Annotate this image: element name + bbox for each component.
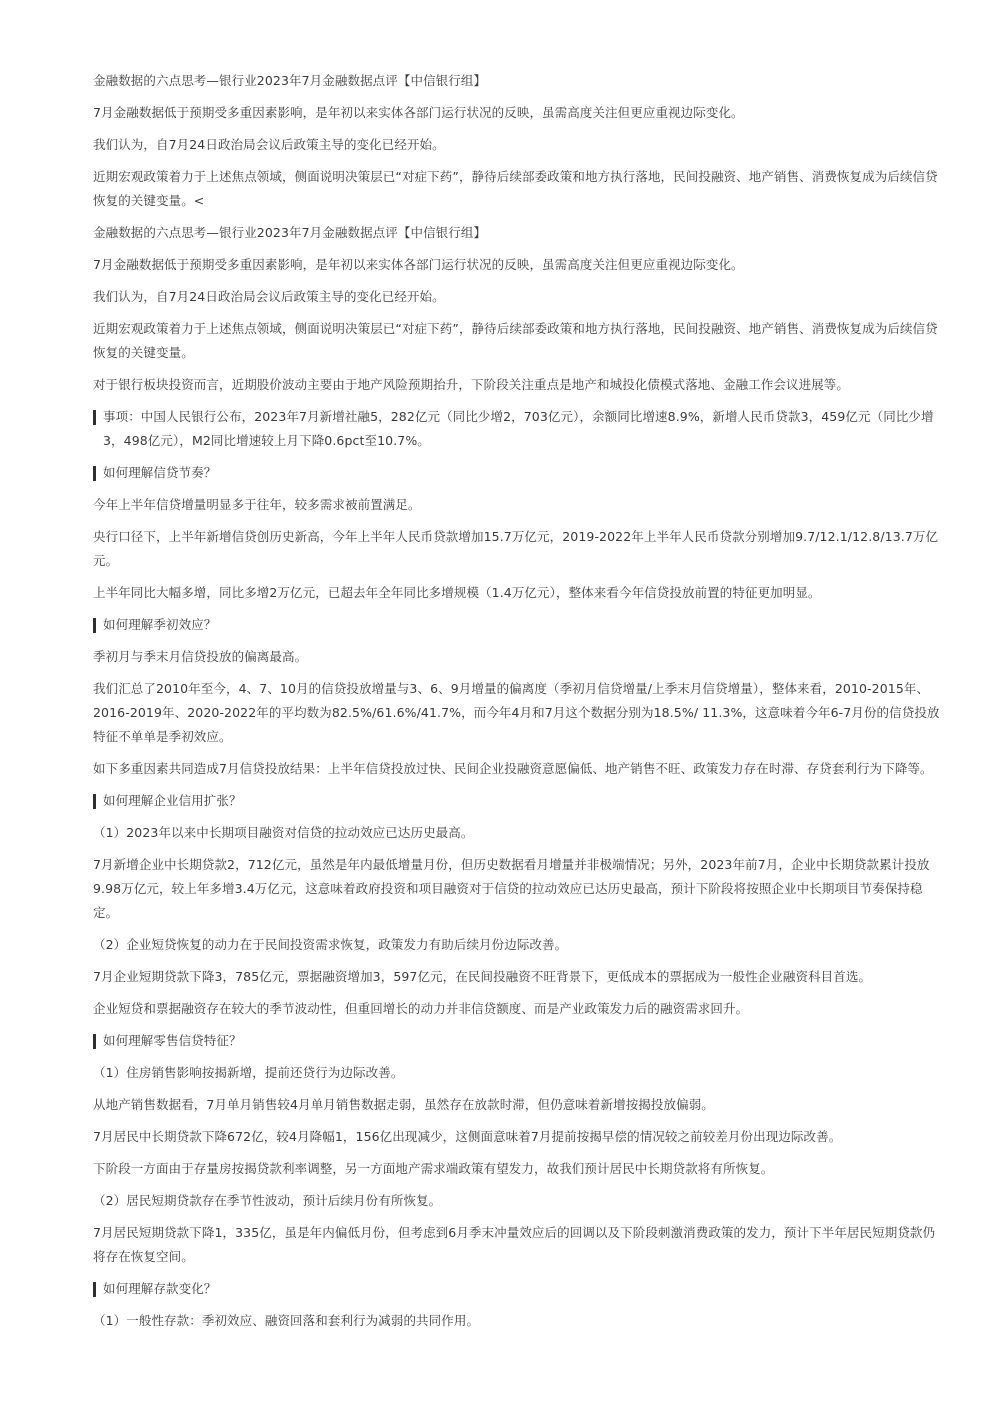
- paragraph: 7月居民短期贷款下降1，335亿，虽是年内偏低月份，但考虑到6月季末冲量效应后的回调以及下阶段刺激消费政策的发力，预计下半年居民短期贷款仍将存在恢复空间。: [93, 1225, 936, 1264]
- paragraph: 近期宏观政策着力于上述焦点领域，侧面说明决策层已“对症下药”，静待后续部委政策和地方执行落地，民间投融资、地产销售、消费恢复成为后续信贷恢复的关键变量。<: [93, 169, 938, 208]
- heading-text: 事项：中国人民银行公布，2023年7月新增社融5，282亿元（同比少增2，703亿元），余额同比增速8.9%，新增人民币贷款3，459亿元（同比少增3，498亿元），M2同比增速较上月下降0.6pct至10.7%。: [103, 409, 934, 448]
- section-heading: [93, 789, 945, 813]
- paragraph: 我们认为，自7月24日政治局会议后政策主导的变化已经开始。: [93, 289, 445, 304]
- heading-text: 如何理解企业信用扩张？: [103, 793, 242, 808]
- paragraph: （2）居民短期贷款存在季节性波动，预计后续月份有所恢复。: [93, 1193, 442, 1208]
- heading-marker: [93, 1034, 96, 1049]
- paragraph: 如下多重因素共同造成7月信贷投放结果：上半年信贷投放过快、民间企业投融资意愿偏低、地产销售不旺、政策发力存在时滞、存贷套利行为下降等。: [93, 761, 933, 776]
- document-page: [93, 69, 945, 1341]
- paragraph: 7月金融数据低于预期受多重因素影响，是年初以来实体各部门运行状况的反映，虽需高度关注但更应重视边际变化。: [93, 105, 744, 120]
- section-heading: [93, 461, 945, 485]
- paragraph: 7月金融数据低于预期受多重因素影响，是年初以来实体各部门运行状况的反映，虽需高度关注但更应重视边际变化。: [93, 257, 744, 272]
- heading-text: 如何理解季初效应？: [103, 617, 217, 632]
- heading-text: 如何理解存款变化？: [103, 1281, 217, 1296]
- paragraph: （1）住房销售影响按揭新增，提前还贷行为边际改善。: [93, 1065, 404, 1080]
- paragraph: 我们认为，自7月24日政治局会议后政策主导的变化已经开始。: [93, 137, 445, 152]
- section-heading: [93, 613, 945, 637]
- heading-marker: [93, 466, 96, 481]
- section-heading: [93, 405, 945, 453]
- paragraph: 近期宏观政策着力于上述焦点领域，侧面说明决策层已“对症下药”，静待后续部委政策和地方执行落地，民间投融资、地产销售、消费恢复成为后续信贷恢复的关键变量。: [93, 321, 938, 360]
- paragraph: 对于银行板块投资而言，近期股价波动主要由于地产风险预期抬升，下阶段关注重点是地产和城投化债模式落地、金融工作会议进展等。: [93, 377, 850, 392]
- paragraph: 季初月与季末月信贷投放的偏离最高。: [93, 649, 308, 664]
- section-heading: [93, 1029, 945, 1053]
- heading-marker: [93, 410, 96, 425]
- paragraph: 从地产销售数据看，7月单月销售较4月单月销售数据走弱，虽然存在放款时滞，但仍意味着新增按揭投放偏弱。: [93, 1097, 714, 1112]
- paragraph: 金融数据的六点思考—银行业2023年7月金融数据点评【中信银行组】: [93, 73, 487, 88]
- section-heading: [93, 1277, 945, 1301]
- paragraph: 我们汇总了2010年至今，4、7、10月的信贷投放增量与3、6、9月增量的偏离度（季初月信贷增量/上季末月信贷增量），整体来看，2010-2015年、2016-2019年、2020-2022年的平均数为82.5%/61.6%/41.7%，而今年4月和7月这个数据分别为18.5%/ 11.3%，这意味着今年6-7月份的信贷投放特征不单单是季初效应。: [93, 681, 940, 744]
- heading-marker: [93, 794, 96, 809]
- paragraph: （2）企业短贷恢复的动力在于民间投资需求恢复，政策发力有助后续月份边际改善。: [93, 937, 568, 952]
- paragraph: 7月企业短期贷款下降3，785亿元，票据融资增加3，597亿元，在民间投融资不旺背景下，更低成本的票据成为一般性企业融资科目首选。: [93, 969, 872, 984]
- heading-text: 如何理解零售信贷特征？: [103, 1033, 242, 1048]
- paragraph: 金融数据的六点思考—银行业2023年7月金融数据点评【中信银行组】: [93, 225, 487, 240]
- paragraph: （1）一般性存款：季初效应、融资回落和套利行为减弱的共同作用。: [93, 1313, 480, 1328]
- paragraph: 今年上半年信贷增量明显多于往年，较多需求被前置满足。: [93, 497, 421, 512]
- paragraph: 央行口径下，上半年新增信贷创历史新高，今年上半年人民币贷款增加15.7万亿元，2019-2022年上半年人民币贷款分别增加9.7/12.1/12.8/13.7万亿元。: [93, 529, 939, 568]
- heading-marker: [93, 1282, 96, 1297]
- paragraph: 下阶段一方面由于存量房按揭贷款利率调整，另一方面地产需求端政策有望发力，故我们预计居民中长期贷款将有所恢复。: [93, 1161, 774, 1176]
- paragraph: 上半年同比大幅多增，同比多增2万亿元，已超去年全年同比多增规模（1.4万亿元），整体来看今年信贷投放前置的特征更加明显。: [93, 585, 821, 600]
- heading-text: 如何理解信贷节奏？: [103, 465, 217, 480]
- paragraph: 7月居民中长期贷款下降672亿，较4月降幅1，156亿出现减少，这侧面意味着7月提前按揭早偿的情况较之前较差月份出现边际改善。: [93, 1129, 842, 1144]
- heading-marker: [93, 618, 96, 633]
- paragraph: 企业短贷和票据融资存在较大的季节波动性，但重回增长的动力并非信贷额度、而是产业政策发力后的融资需求回升。: [93, 1001, 749, 1016]
- paragraph: （1）2023年以来中长期项目融资对信贷的拉动效应已达历史最高。: [93, 825, 474, 840]
- paragraph: 7月新增企业中长期贷款2，712亿元，虽然是年内最低增量月份，但历史数据看月增量并非极端情况；另外，2023年前7月，企业中长期贷款累计投放9.98万亿元，较上年多增3.4万亿元，这意味着政府投资和项目融资对于信贷的拉动效应已达历史最高，预计下阶段将按照企业中长期项目节奏保持稳定。: [93, 857, 930, 920]
